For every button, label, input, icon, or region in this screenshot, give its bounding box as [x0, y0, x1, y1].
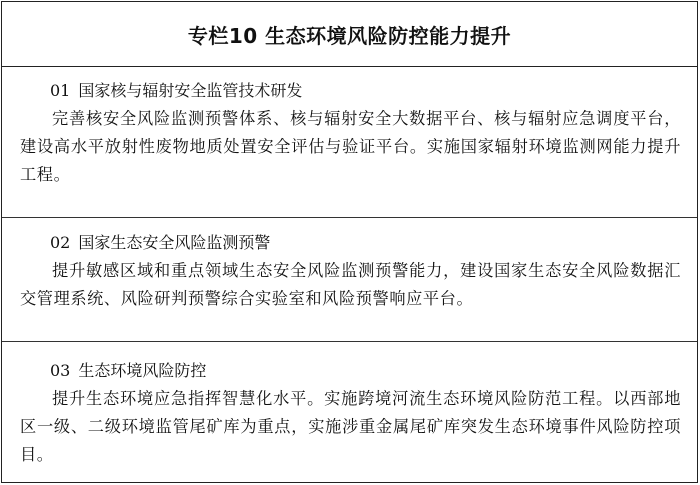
section-heading-text: 生态环境风险防控 [78, 361, 207, 380]
section-body: 完善核安全风险监测预警体系、核与辐射安全大数据平台、核与辐射应急调度平台，建设高水平放射性废物地质处置安全评估与验证平台。实施国家辐射环境监测网能力提升工程。 [20, 109, 681, 184]
column-box [1, 1, 698, 483]
section-body: 提升生态环境应急指挥智慧化水平。实施跨境河流生态环境风险防范工程。以西部地区一级、二级环境监管尾矿库为重点，实施涉重金属尾矿库突发生态环境事件风险防控项目。 [20, 389, 681, 464]
section-01 [2, 67, 697, 218]
section-number: 03 [50, 361, 71, 380]
section-03 [2, 342, 697, 482]
section-body: 提升敏感区域和重点领域生态安全风险监测预警能力，建设国家生态安全风险数据汇交管理系统、风险研判预警综合实验室和风险预警响应平台。 [20, 261, 681, 308]
section-heading [20, 79, 681, 103]
section-heading-text: 国家核与辐射安全监管技术研发 [78, 81, 303, 100]
section-heading-text: 国家生态安全风险监测预警 [78, 233, 271, 252]
section-heading [20, 231, 681, 255]
section-number: 02 [50, 233, 71, 252]
section-heading [20, 359, 681, 383]
section-number: 01 [50, 81, 71, 100]
column-title: 专栏10 生态环境风险防控能力提升 [2, 2, 697, 67]
section-02 [2, 218, 697, 342]
